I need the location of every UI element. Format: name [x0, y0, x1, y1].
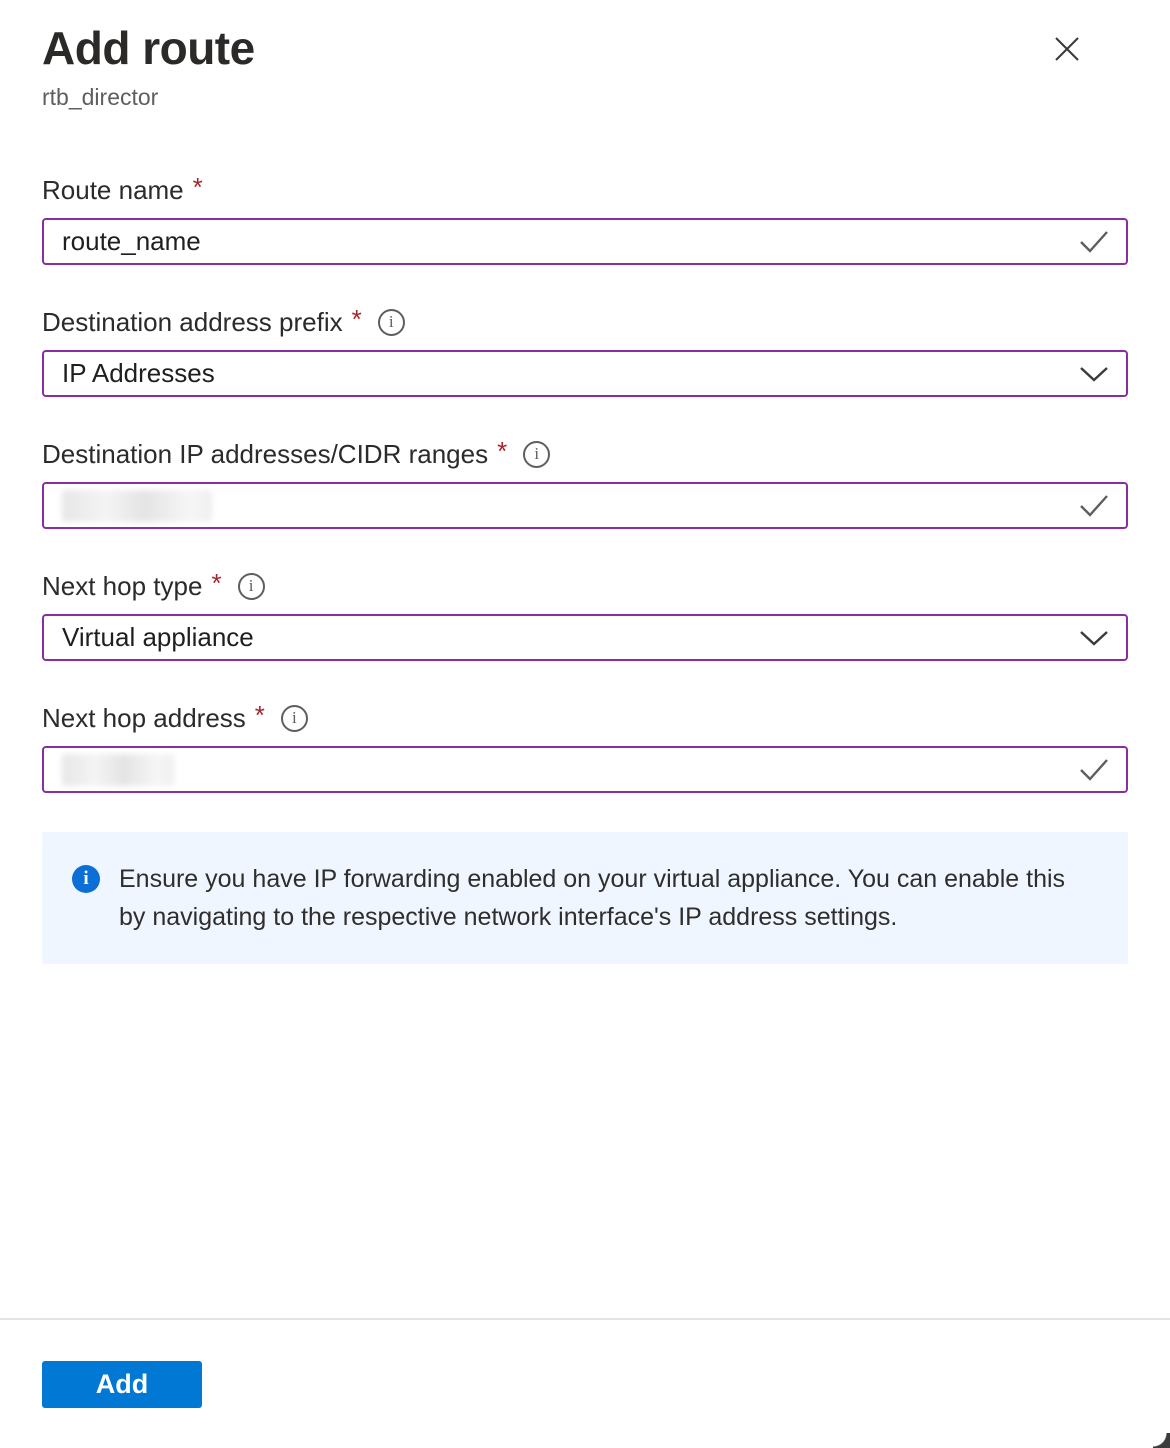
field-next-hop-type [42, 568, 1128, 661]
destination-prefix-label-row [42, 304, 1128, 337]
route-name-field-frame [42, 218, 1128, 265]
destination-prefix-label: Destination address prefix [42, 307, 343, 337]
required-asterisk: * [254, 700, 265, 730]
valid-checkmark-icon [1078, 229, 1110, 255]
screen-corner-artifact [1153, 1433, 1170, 1448]
field-route-name [42, 172, 1128, 265]
banner-text: Ensure you have IP forwarding enabled on your virtual appliance. You can enable this by navigating to the respective network interface's IP address settings. [119, 865, 1066, 931]
close-icon [1053, 35, 1081, 63]
required-asterisk: * [351, 304, 362, 334]
redacted-value [62, 754, 174, 786]
redacted-value [62, 490, 212, 522]
next-hop-address-input[interactable] [42, 746, 1128, 793]
valid-checkmark-icon [1078, 757, 1110, 783]
info-icon[interactable]: i [281, 705, 308, 732]
info-filled-icon: i [72, 865, 100, 893]
route-name-label-row [42, 172, 1128, 205]
valid-checkmark-icon [1078, 493, 1110, 519]
info-icon[interactable]: i [523, 441, 550, 468]
next-hop-type-selected-value: Virtual appliance [62, 622, 254, 652]
next-hop-type-select[interactable] [42, 614, 1128, 661]
info-icon[interactable]: i [238, 573, 265, 600]
destination-ip-input[interactable] [42, 482, 1128, 529]
page-subtitle: rtb_director [42, 84, 159, 110]
required-asterisk: * [211, 568, 222, 598]
field-destination-ip-ranges [42, 436, 1128, 529]
footer-divider [0, 1318, 1170, 1320]
info-icon[interactable]: i [378, 309, 405, 336]
destination-prefix-selected-value: IP Addresses [62, 358, 215, 388]
destination-ip-label-row [42, 436, 1128, 469]
destination-ip-label: Destination IP addresses/CIDR ranges [42, 439, 489, 469]
next-hop-address-label-row [42, 700, 1128, 733]
next-hop-address-label: Next hop address [42, 703, 246, 733]
next-hop-type-label-row [42, 568, 1128, 601]
route-name-input[interactable] [62, 226, 1070, 257]
page-title: Add route [42, 22, 255, 74]
next-hop-type-label: Next hop type [42, 571, 203, 601]
destination-prefix-select[interactable] [42, 350, 1128, 397]
required-asterisk: * [192, 172, 203, 202]
chevron-down-icon [1078, 365, 1110, 383]
page-header [42, 0, 1128, 111]
chevron-down-icon [1078, 629, 1110, 647]
ip-forwarding-info-banner [42, 832, 1128, 964]
field-next-hop-address [42, 700, 1128, 793]
required-asterisk: * [497, 436, 508, 466]
route-name-label: Route name [42, 175, 184, 205]
close-button[interactable] [1048, 30, 1086, 68]
field-destination-address-prefix [42, 304, 1128, 397]
add-button[interactable]: Add [42, 1361, 202, 1408]
